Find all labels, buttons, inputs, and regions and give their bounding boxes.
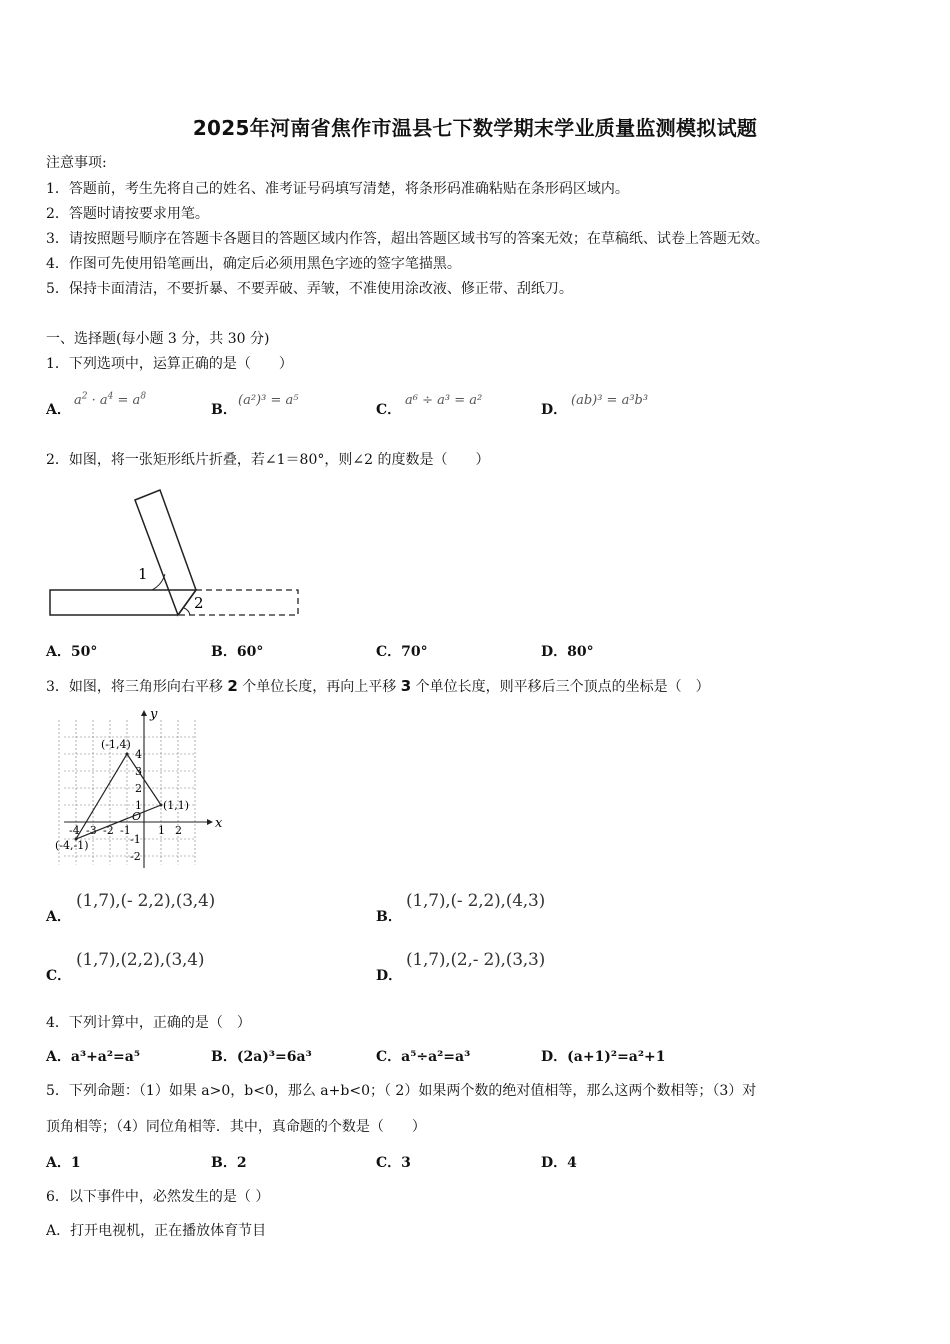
- vertex-label: (-4,-1): [55, 839, 89, 852]
- option-label: C．: [376, 402, 402, 418]
- q2-fold-figure: [40, 482, 310, 622]
- q4-option-d[interactable]: D．(a+1)²=a²+1: [541, 1049, 666, 1065]
- x-tick-label: -2: [103, 824, 114, 837]
- option-label: B．: [211, 402, 237, 418]
- q5-option-c[interactable]: C．3: [376, 1155, 411, 1171]
- x-tick-label: -4: [69, 824, 80, 837]
- q1-option-b-expr: (a²)³ = a⁵: [238, 393, 299, 408]
- q1-option-c-expr: a⁶ ÷ a³ = a²: [405, 393, 483, 408]
- y-tick-label: -1: [130, 833, 141, 846]
- origin-label: O: [132, 810, 142, 823]
- y-tick-label: 3: [135, 765, 142, 778]
- notice-heading: 注意事项:: [46, 155, 107, 171]
- y-tick-label: -2: [130, 850, 141, 863]
- folded-strip: [135, 490, 196, 615]
- q6-option-a[interactable]: A．打开电视机，正在播放体育节目: [46, 1223, 267, 1239]
- y-tick-label: 4: [135, 748, 142, 761]
- notice-item: 4．作图可先使用铅笔画出，确定后必须用黑色字迹的签字笔描黑。: [46, 256, 461, 272]
- x-tick-label: 1: [158, 824, 165, 837]
- vertex-point: [126, 753, 129, 756]
- option-label: A．: [46, 402, 71, 418]
- q3-option-b-value: (1,7),(- 2,2),(4,3): [406, 891, 546, 911]
- q3-option-c[interactable]: C．: [46, 968, 72, 984]
- q1-option-b[interactable]: [211, 399, 237, 419]
- y-axis-label: y: [150, 708, 158, 722]
- q1-option-a[interactable]: [46, 399, 71, 419]
- q1-option-d[interactable]: [541, 399, 567, 419]
- q4-option-c[interactable]: C．a⁵÷a²=a³: [376, 1049, 471, 1065]
- angle-2-arc: [184, 608, 190, 615]
- q5-option-b[interactable]: B．2: [211, 1155, 247, 1171]
- angle-1-label: 1: [138, 565, 148, 583]
- q2-option-b[interactable]: B．60°: [211, 644, 264, 660]
- question-3-stem: 3．如图，将三角形向右平移 2 个单位长度，再向上平移 3 个单位长度，则平移后三个顶点的坐标是（ ）: [46, 677, 710, 695]
- y-axis-arrow: [141, 710, 147, 716]
- q1-option-d-expr: (ab)³ = a³b³: [571, 393, 649, 408]
- q4-option-b[interactable]: B．(2a)³=6a³: [211, 1049, 312, 1065]
- q5-option-d[interactable]: D．4: [541, 1155, 577, 1171]
- x-tick-label: -1: [120, 824, 131, 837]
- angle-2-label: 2: [194, 594, 204, 612]
- page-title: 2025年河南省焦作市温县七下数学期末学业质量监测模拟试题: [192, 116, 758, 140]
- q2-option-d[interactable]: D．80°: [541, 644, 594, 660]
- q5-option-a[interactable]: A．1: [46, 1155, 81, 1171]
- x-tick-label: 2: [175, 824, 182, 837]
- x-axis-label: x: [215, 816, 223, 831]
- y-tick-label: 1: [135, 799, 142, 812]
- notice-item: 2．答题时请按要求用笔。: [46, 206, 209, 222]
- q2-option-a[interactable]: A．50°: [46, 644, 98, 660]
- q3-option-a[interactable]: A．: [46, 909, 71, 925]
- option-label: D．: [541, 402, 568, 418]
- notice-item: 5．保持卡面清洁，不要折暴、不要弄破、弄皱，不准使用涂改液、修正带、刮纸刀。: [46, 281, 573, 297]
- x-tick-label: -3: [86, 824, 97, 837]
- q3-option-d-value: (1,7),(2,- 2),(3,3): [406, 950, 546, 970]
- q3-coordinate-figure: [44, 708, 224, 868]
- q3-option-d[interactable]: D．: [376, 968, 403, 984]
- notice-item: 3．请按照题号顺序在答题卡各题目的答题区域内作答，超出答题区域书写的答案无效；在草稿纸、试卷上答题无效。: [46, 231, 769, 247]
- y-tick-label: 2: [135, 782, 142, 795]
- q3-option-c-value: (1,7),(2,2),(3,4): [76, 950, 205, 970]
- x-axis-arrow: [207, 819, 213, 825]
- question-5-stem-line1: 5．下列命题：（1）如果 a>0，b<0，那么 a+b<0；（ 2）如果两个数的绝对值相等，那么这两个数相等；（3）对: [46, 1083, 757, 1099]
- q3-option-a-value: (1,7),(- 2,2),(3,4): [76, 891, 216, 911]
- vertex-label: (1,1): [163, 799, 190, 812]
- question-1-stem: 1．下列选项中，运算正确的是（ ）: [46, 356, 293, 372]
- q4-option-a[interactable]: A．a³+a²=a⁵: [46, 1049, 140, 1065]
- question-6-stem: 6．以下事件中，必然发生的是（ ）: [46, 1189, 270, 1205]
- q2-option-c[interactable]: C．70°: [376, 644, 428, 660]
- notice-item: 1．答题前，考生先将自己的姓名、准考证号码填写清楚，将条形码准确粘贴在条形码区域内。: [46, 181, 629, 197]
- question-5-stem-line2: 顶角相等；（4）同位角相等．其中，真命题的个数是（ ）: [46, 1119, 426, 1135]
- q1-option-c[interactable]: [376, 399, 401, 419]
- vertex-label: (-1,4): [101, 738, 131, 751]
- q1-option-a-expr: $a^2 \cdot a^4 = a^8$: [74, 391, 147, 408]
- question-4-stem: 4．下列计算中，正确的是（ ）: [46, 1015, 251, 1031]
- question-2-stem: 2．如图，将一张矩形纸片折叠，若∠1＝80°，则∠2 的度数是（ ）: [46, 452, 490, 468]
- section-heading: 一、选择题(每小题 3 分，共 30 分): [46, 331, 270, 347]
- q3-option-b[interactable]: B．: [376, 909, 402, 925]
